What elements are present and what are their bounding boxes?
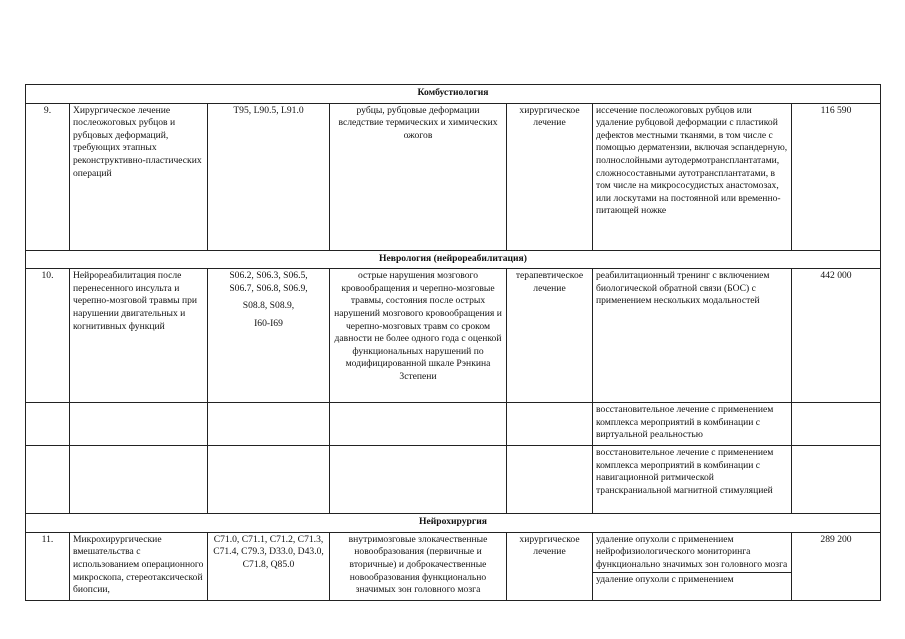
section-title: Нейрохирургия <box>26 514 881 533</box>
row-number: 9. <box>26 103 70 250</box>
service-name: Микрохирургические вмешательства с использованием операционного микроскопа, стереотаксической биопсии, <box>70 532 208 600</box>
icd-codes: T95, L90.5, L91.0 <box>208 103 330 250</box>
icd-codes <box>208 403 330 446</box>
cost-value <box>792 403 881 446</box>
cost-value: 289 200 <box>792 532 881 600</box>
cost-value <box>792 446 881 514</box>
treatment-method: иссечение послеожоговых рубцов или удаление рубцовой деформации с пластикой дефектов местными тканями, в том числе с помощью дерматензии, включая эспандерную, полнослойными аутодермотрансплантатами, сложносоставными аутотрансплантатами, в том числе на микрососудистых анастомозах, или лоскутами на постоянной или временно-питающей ножке <box>593 103 792 250</box>
row-number: 11. <box>26 532 70 600</box>
icd-codes-line: S08.8, S08.9, <box>242 300 295 312</box>
treatment-method-item: удаление опухоли с применением <box>593 572 791 587</box>
section-title: Комбустиология <box>26 85 881 104</box>
table-row <box>26 403 881 446</box>
service-name <box>70 403 208 446</box>
service-name: Хирургическое лечение послеожоговых рубцов и рубцовых деформаций, требующих этапных реконструктивно-пластических операций <box>70 103 208 250</box>
treatment-method <box>593 532 792 600</box>
section-title: Неврология (нейрореабилитация) <box>26 250 881 269</box>
row-number: 10. <box>26 269 70 403</box>
cost-value: 116 590 <box>792 103 881 250</box>
icd-codes <box>208 446 330 514</box>
icd-codes-line: S06.7, S06.8, S06.9, <box>229 282 308 294</box>
treatment-type: хирургическое лечение <box>507 532 593 600</box>
icd-codes <box>208 269 330 403</box>
service-name: Нейрореабилитация после перенесенного инсульта и черепно-мозговой травмы при нарушении двигательных и когнитивных функций <box>70 269 208 403</box>
treatment-method: восстановительное лечение с применением комплекса мероприятий в комбинации с навигационной ритмической транскраниальной магнитной стимуляцией <box>593 446 792 514</box>
section-header-neurosurgery <box>26 514 881 533</box>
treatment-method: восстановительное лечение с применением комплекса мероприятий в комбинации с виртуальной реальностью <box>593 403 792 446</box>
section-header-combustiology <box>26 85 881 104</box>
icd-codes-line: I60-I69 <box>254 317 283 329</box>
service-name <box>70 446 208 514</box>
cost-value: 442 000 <box>792 269 881 403</box>
patient-model <box>330 403 507 446</box>
row-number <box>26 446 70 514</box>
section-header-neurology <box>26 250 881 269</box>
patient-model: острые нарушения мозгового кровообращения и черепно-мозговые травмы, состояния после острых нарушений мозгового кровообращения и черепно-мозговых травм со сроком давности не более одного года с оценкой функциональных нарушений по модифицированной шкале Рэнкина 3степени <box>330 269 507 403</box>
services-table <box>25 84 881 601</box>
treatment-type <box>507 403 593 446</box>
icd-codes: C71.0, C71.1, C71.2, C71.3, C71.4, C79.3, D33.0, D43.0, C71.8, Q85.0 <box>208 532 330 600</box>
patient-model <box>330 446 507 514</box>
treatment-type <box>507 446 593 514</box>
treatment-type: терапевтическое лечение <box>507 269 593 403</box>
patient-model: рубцы, рубцовые деформации вследствие термических и химических ожогов <box>330 103 507 250</box>
patient-model: внутримозговые злокачественные новообразования (первичные и вторичные) и доброкачественные новообразования функционально значимых зон головного мозга <box>330 532 507 600</box>
table-row <box>26 269 881 403</box>
table-row <box>26 103 881 250</box>
icd-codes-line: S06.2, S06.3, S06.5, <box>229 270 308 282</box>
treatment-method: реабилитационный тренинг с включением биологической обратной связи (БОС) с применением нескольких модальностей <box>593 269 792 403</box>
table-row <box>26 446 881 514</box>
row-number <box>26 403 70 446</box>
treatment-method-item: удаление опухоли с применением нейрофизиологического мониторинга функционально значимых зон головного мозга <box>596 533 788 570</box>
table-row <box>26 532 881 600</box>
treatment-type: хирургическое лечение <box>507 103 593 250</box>
